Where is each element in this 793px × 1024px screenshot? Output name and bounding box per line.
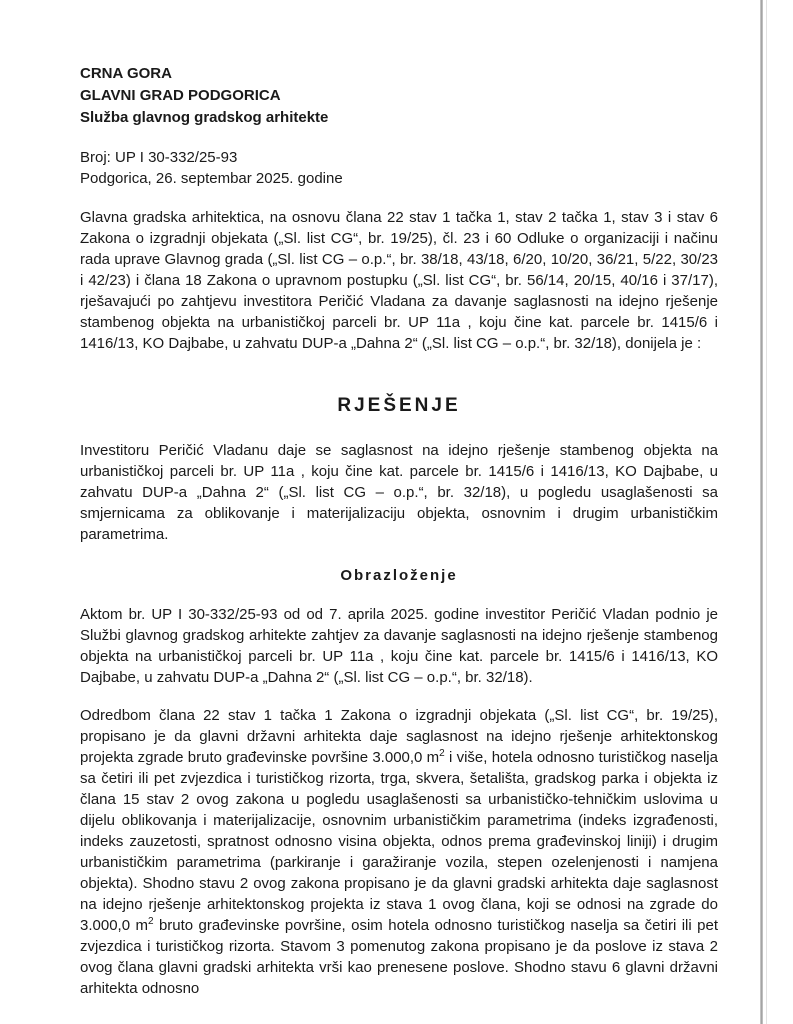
explanation-title: Obrazloženje [340,567,458,584]
explanation-paragraph-1: Aktom br. UP I 30-332/25-93 od od 7. aprila 2025. godine investitor Peričić Vladan podnio je Službi glavnog gradskog arhitekte zahtjev za davanje saglasnosti na idejno rješenje stambenog objekta na urbanističkoj parceli br. UP 11a , koju čine kat. parcele br. 1415/6 i 1416/13, KO Dajbabe, u zahvatu DUP-a „Dahna 2“ („Sl. list CG – o.p.“, br. 32/18). [80,606,718,686]
header-office: Služba glavnog gradskog arhitekte [80,109,329,126]
decision-paragraph: Investitoru Peričić Vladanu daje se saglasnost na idejno rješenje stambenog objekta na urbanističkoj parceli br. UP 11a , koju čine kat. parcele br. 1415/6 i 1416/13, KO Dajbabe, u zahvatu DUP-a „Dahna 2“ („Sl. list CG – o.p.“, br. 32/18), u pogledu usaglašenosti sa smjernicama za oblikovanje i materijalizaciju objekta, osnovnim i drugim urbanističkim parametrima. [80,442,718,543]
document-number: Broj: UP I 30-332/25-93 [80,149,238,166]
explanation-paragraph-2 [80,705,718,999]
decision-title: RJEŠENJE [337,395,461,416]
scan-page-edge [760,0,763,1024]
header-country: CRNA GORA [80,65,172,82]
explanation-p2-part2: i više, hotela odnosno turističkog naselja sa četiri ili pet zvjezdica i turističkog rizorta, trga, skvera, šetališta, gradskog parka i objekta iz člana 15 stav 2 ovog zakona u pogledu usaglašenosti sa urbanističko-tehničkim uslovima u dijelu oblikovanja i materijalizacije, osnovnim urbanističkim parametrima (indeks izgrađenosti, indeks zauzetosti, spratnost odnosno visina objekta, odnos prema građevinskoj liniji) i drugim urbanističkim parametrima (parkiranje i garažiranje vozila, stepen ozelenjenosti i namjena objekta). Shodno stavu 2 ovog zakona propisano je da glavni gradski arhitekta daje saglasnost na idejno rješenje arhitektonskog projekta iz stava 1 ovog člana, koji se odnosi na zgrade do 3.000,0 m [80,749,718,934]
explanation-p2-part1: Odredbom člana 22 stav 1 tačka 1 Zakona o izgradnji objekata („Sl. list CG“, br. 19/25), propisano je da glavni državni arhitekta daje saglasnost na idejno rješenje arhitektonskog projekta zgrade bruto građevinske površine 3.000,0 m [80,707,718,766]
explanation-p2-part3: bruto građevinske površine, osim hotela odnosno turističkog naselja sa četiri ili pet zvjezdica i turističkog rizorta. Stavom 3 pomenutog zakona propisano je da poslove iz stava 2 ovog člana glavni gradski arhitekta vrši kao prenesene poslove. Shodno stavu 6 glavni državni arhitekta odnosno [80,917,718,997]
document-place-date: Podgorica, 26. septembar 2025. godine [80,170,343,187]
header-city: GLAVNI GRAD PODGORICA [80,87,281,104]
intro-paragraph: Glavna gradska arhitektica, na osnovu člana 22 stav 1 tačka 1, stav 2 tačka 1, stav 3 i stav 6 Zakona o izgradnji objekata („Sl. list CG“, br. 19/25), čl. 23 i 60 Odluke o organizaciji i načinu rada uprave Glavnog grada („Sl. list CG – o.p.“, br. 38/18, 43/18, 6/20, 10/20, 36/21, 5/22, 30/23 i 42/23) i člana 18 Zakona o upravnom postupku („Sl. list CG“, br. 56/14, 20/15, 40/16 i 37/17), rješavajući po zahtjevu investitora Peričić Vladana za davanje saglasnosti na idejno rješenje stambenog objekta na urbanističkoj parceli br. UP 11a , koju čine kat. parcele br. 1415/6 i 1416/13, KO Dajbabe, u zahvatu DUP-a „Dahna 2“ („Sl. list CG – o.p.“, br. 32/18), donijela je : [80,209,718,352]
superscript-2-first: 2 [439,748,445,759]
document-content [80,63,718,999]
document-meta [80,147,718,189]
superscript-2-second: 2 [147,916,154,927]
scan-page-edge-shadow [766,0,767,1024]
